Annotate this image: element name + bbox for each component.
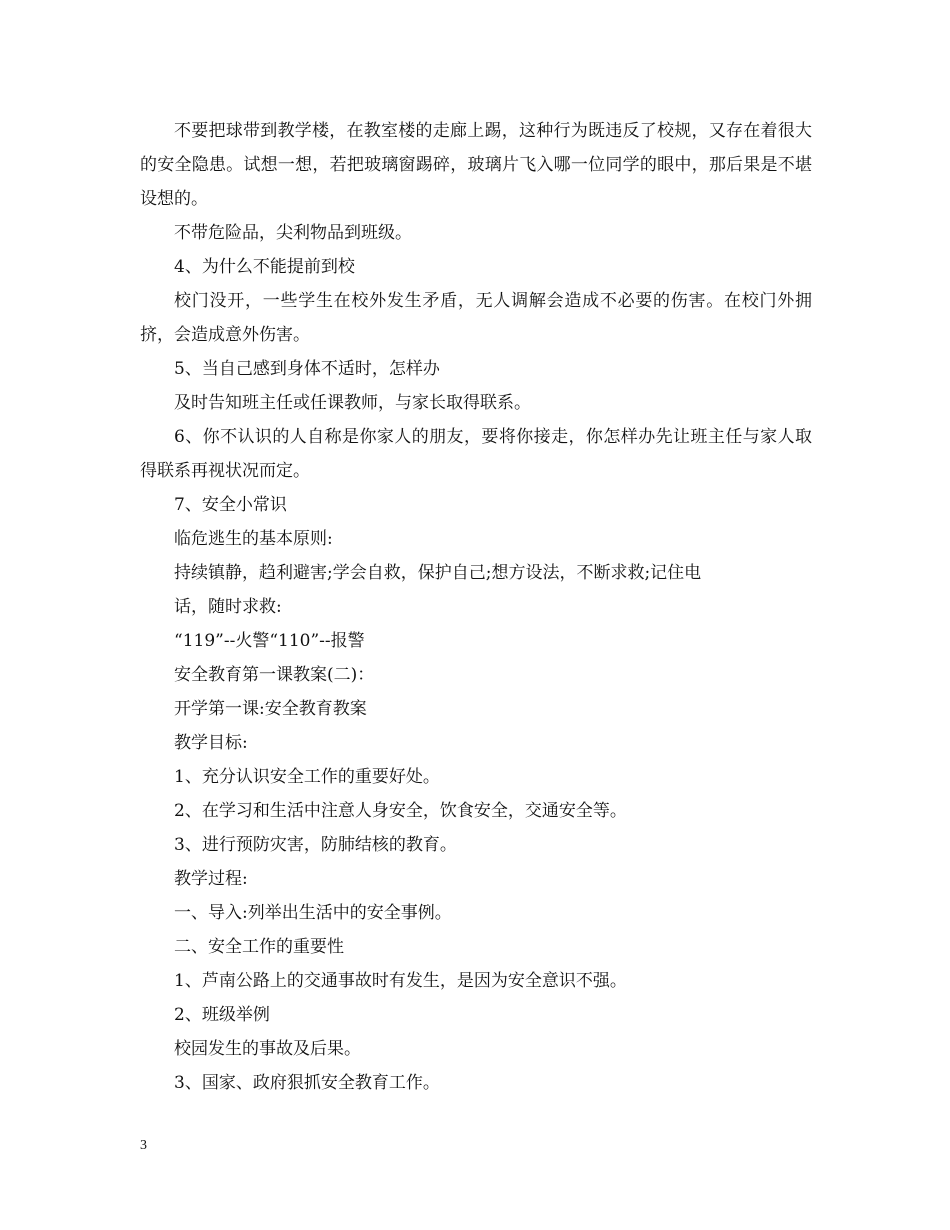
importance-item-1: 1、芦南公路上的交通事故时有发生，是因为安全意识不强。 xyxy=(174,971,627,991)
goal-item-1: 1、充分认识安全工作的重要好处。 xyxy=(174,767,440,787)
heading-why-not-early: 4、为什么不能提前到校 xyxy=(174,257,355,277)
importance-item-2: 2、班级举例 xyxy=(174,1005,270,1025)
process-step-intro: 一、导入:列举出生活中的安全事例。 xyxy=(174,903,452,923)
heading-lesson-plan-two: 安全教育第一课教案(二)： xyxy=(174,665,375,685)
goal-item-2: 2、在学习和生活中注意人身安全，饮食安全，交通安全等。 xyxy=(174,801,627,821)
heading-teaching-process: 教学过程: xyxy=(174,869,248,889)
paragraph-call-for-help: 话，随时求救: xyxy=(174,597,282,617)
paragraph-emergency-numbers: “119”--火警“110”--报警 xyxy=(174,631,365,651)
paragraph-inform-teacher: 及时告知班主任或任课教师，与家长取得联系。 xyxy=(174,393,531,413)
document-body xyxy=(140,114,812,1100)
paragraph-no-dangerous-items: 不带危险品，尖利物品到班级。 xyxy=(174,223,412,243)
goal-item-3: 3、进行预防灾害，防肺结核的教育。 xyxy=(174,835,457,855)
paragraph-campus-accidents: 校园发生的事故及后果。 xyxy=(174,1039,361,1059)
paragraph-stay-calm: 持续镇静，趋利避害;学会自救，保护自己;想方设法，不断求救;记住电 xyxy=(174,563,702,583)
process-step-importance: 二、安全工作的重要性 xyxy=(174,937,344,957)
paragraph-first-lesson: 开学第一课:安全教育教案 xyxy=(174,699,367,719)
page-number: 3 xyxy=(140,1138,147,1153)
paragraph-ball-rule: 不要把球带到教学楼，在教室楼的走廊上踢，这种行为既违反了校规，又存在着很大的安全隐患。试想一想，若把玻璃窗踢碎，玻璃片飞入哪一位同学的眼中，那后果是不堪设想的。 xyxy=(140,121,812,209)
paragraph-gate-closed: 校门没开，一些学生在校外发生矛盾，无人调解会造成不必要的伤害。在校门外拥挤，会造成意外伤害。 xyxy=(140,291,812,345)
heading-safety-tips: 7、安全小常识 xyxy=(174,495,287,515)
importance-item-3: 3、国家、政府狠抓安全教育工作。 xyxy=(174,1073,440,1093)
heading-feeling-unwell: 5、当自己感到身体不适时，怎样办 xyxy=(174,359,440,379)
paragraph-stranger-pickup: 6、你不认识的人自称是你家人的朋友，要将你接走，你怎样办先让班主任与家人取得联系再视状况而定。 xyxy=(140,427,812,481)
heading-teaching-goals: 教学目标: xyxy=(174,733,248,753)
paragraph-escape-principles: 临危逃生的基本原则: xyxy=(174,529,333,549)
